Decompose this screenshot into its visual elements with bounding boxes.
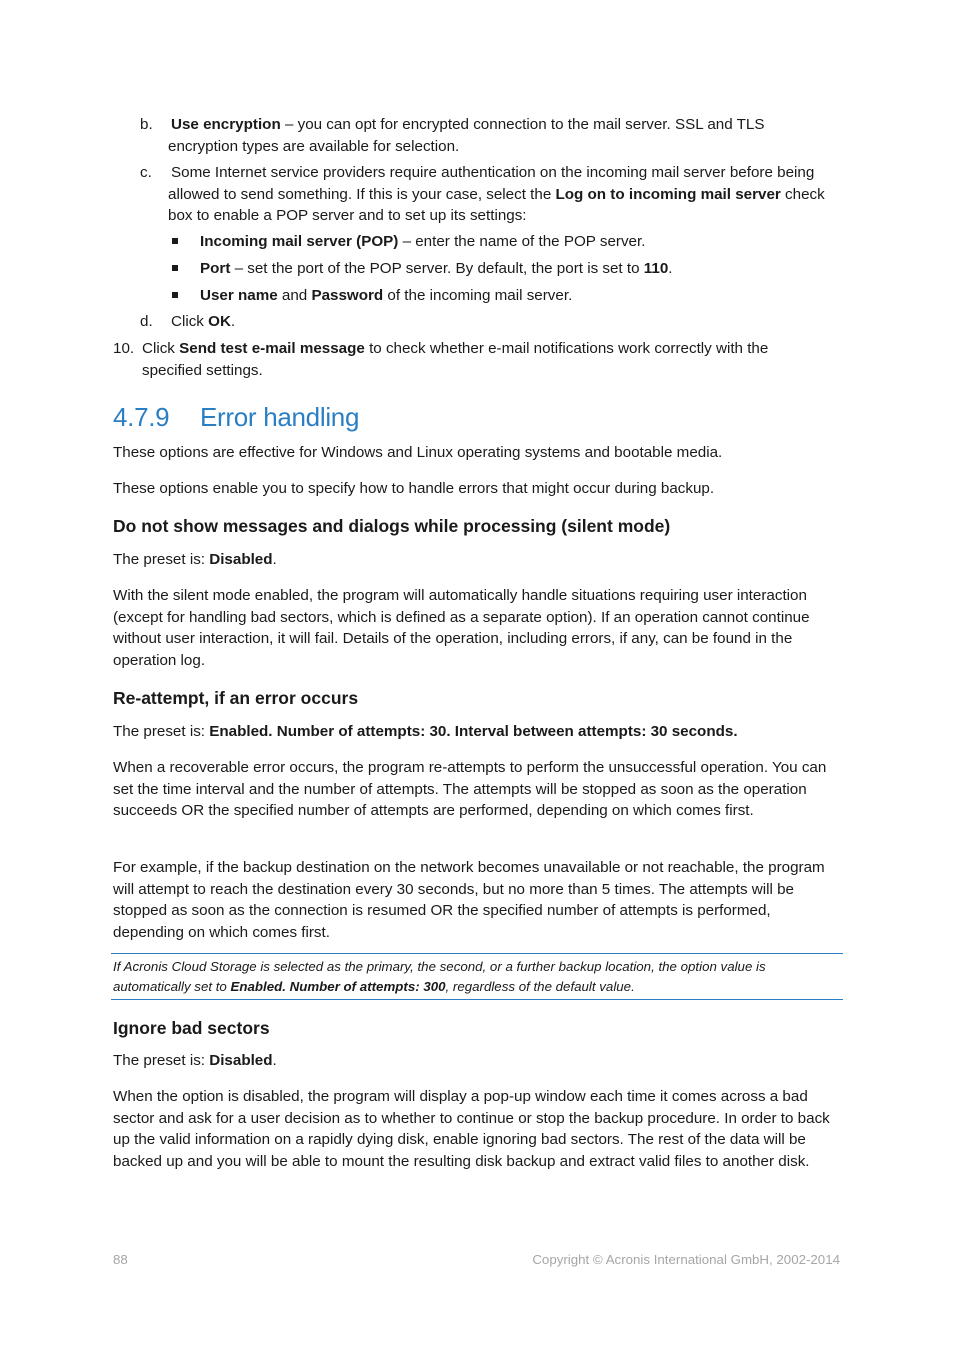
term: User name [200, 287, 278, 304]
term: Log on to incoming mail server [555, 185, 781, 203]
intro-paragraph: These options are effective for Windows and Linux operating systems and bootable media. [113, 444, 723, 461]
list-item-text [171, 311, 821, 333]
preset-label: The preset is: [113, 551, 210, 568]
note-text [113, 957, 839, 997]
list-item-text [142, 338, 822, 381]
preset-label: The preset is: [113, 723, 210, 740]
preset-line [113, 549, 843, 571]
text: – enter the name of the POP server. [398, 233, 646, 250]
bullet-icon [172, 238, 178, 244]
text: of the incoming mail server. [383, 287, 573, 304]
list-item-text [168, 114, 828, 157]
bullet-text [200, 285, 820, 307]
term: 110 [643, 260, 669, 277]
text: . [272, 551, 277, 568]
text: Click [142, 340, 180, 357]
bullet-text [200, 258, 820, 280]
preset-value: Disabled [209, 1052, 273, 1069]
text: . [272, 1052, 277, 1069]
text: – set the port of the POP server. By default, the port is set to [230, 260, 644, 277]
text: . [230, 313, 236, 330]
text: . [668, 260, 673, 277]
bullet-icon [172, 292, 178, 298]
preset-value: Disabled [209, 551, 273, 568]
text: – you can opt for encrypted connection to the mail server. SSL and TLS encryption types are available for selection. [168, 116, 765, 155]
section-number: 4.7.9 [113, 402, 170, 432]
term: Password [311, 287, 384, 304]
preset-line [113, 1050, 843, 1072]
list-marker: 10. [113, 340, 135, 357]
list-item-text [168, 162, 828, 227]
body-paragraph: When a recoverable error occurs, the program re-attempts to perform the unsuccessful operation. You can set the time interval and the number of attempts. The attempts will be stopped as soon as the operation succeeds OR the specified number of attempts are performed, depending on which comes first. [113, 759, 827, 819]
term: Enabled. Number of attempts: 300 [230, 979, 446, 994]
subsection-heading: Re-attempt, if an error occurs [113, 688, 359, 708]
page-number: 88 [113, 1252, 128, 1267]
text: to check whether e-mail notifications work correctly with the specified settings. [142, 340, 769, 379]
body-paragraph: When the option is disabled, the program will display a pop-up window each time it comes across a bad sector and ask for a user decision as to whether to continue or stop the backup procedure. In order to back up the valid information on a rapidly dying disk, enable ignoring bad sectors. The rest of the data will be backed up and you will be able to mount the resulting disk backup and extract valid files to another disk. [113, 1088, 830, 1170]
preset-value: Enabled. Number of attempts: 30. Interval between attempts: 30 seconds. [209, 723, 738, 740]
term: Use encryption [171, 116, 281, 133]
term: Send test e-mail message [179, 340, 365, 357]
text: Click [171, 313, 209, 330]
list-marker: d. [140, 313, 153, 330]
text: Some Internet service providers require authentication on the incoming mail server before being allowed to send something. If this is your case, select the [168, 164, 815, 203]
body-paragraph: With the silent mode enabled, the program will automatically handle situations requiring user interaction (except for handling bad sectors, which is defined as a separate option). If an operation cannot continue without user interaction, it will fail. Details of the operation, including errors, if any, can be found in the operation log. [113, 587, 810, 669]
copyright-notice: Copyright © Acronis International GmbH, 2002-2014 [532, 1252, 840, 1267]
subsection-heading: Ignore bad sectors [113, 1018, 270, 1038]
intro-paragraph: These options enable you to specify how to handle errors that might occur during backup. [113, 480, 715, 497]
bullet-text [200, 231, 820, 253]
section-title: Error handling [200, 402, 360, 432]
subsection-heading: Do not show messages and dialogs while processing (silent mode) [113, 516, 671, 536]
term: Incoming mail server (POP) [200, 233, 399, 250]
term: OK [208, 313, 231, 330]
note-box [111, 953, 843, 1000]
list-marker: c. [140, 164, 152, 181]
body-paragraph: For example, if the backup destination on the network becomes unavailable or not reachable, the program will attempt to reach the destination every 30 seconds, but no more than 5 times. The attempts will be stopped as soon as the connection is resumed OR the specified number of attempts is performed, depending on which comes first. [113, 859, 825, 941]
preset-line [113, 721, 848, 743]
text: , regardless of the default value. [445, 979, 635, 994]
text: check box to enable a POP server and to set up its settings: [168, 185, 825, 224]
text: If Acronis Cloud Storage is selected as the primary, the second, or a further backup location, the option value is automatically set to [113, 959, 766, 994]
text: and [277, 287, 312, 304]
bullet-icon [172, 265, 178, 271]
list-marker: b. [140, 116, 153, 133]
section-heading [113, 400, 359, 434]
term: Port [200, 260, 231, 277]
preset-label: The preset is: [113, 1052, 210, 1069]
